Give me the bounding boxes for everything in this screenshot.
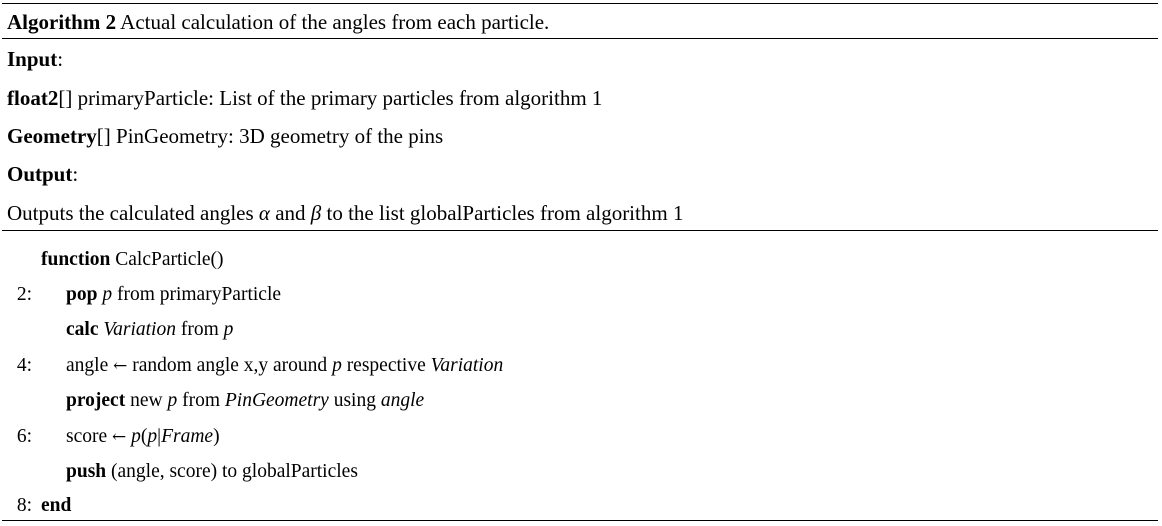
keyword-pop: pop [66,284,98,305]
statement-text: (angle, score) to globalParticles [106,461,358,482]
input-param-pin-geometry [7,124,443,148]
variable: PinGeometry [224,390,329,411]
variable: p [131,426,141,447]
variable: Variation [430,355,504,376]
statement [66,318,233,342]
statement-text: using [328,390,381,411]
variable: p [147,426,158,447]
input-param-primary-particle [7,86,602,110]
statement [66,354,503,378]
variable: Variation [103,319,176,340]
output-heading-label: Output [7,162,73,186]
input-heading-label: Input [7,47,58,71]
statement [66,283,281,307]
output-text: to the list globalParticles from algorithm 1 [321,201,684,225]
variable: Frame [161,426,214,447]
statement-text: ( [140,426,148,447]
beta-symbol: β [310,201,322,225]
input-heading-colon: : [57,47,64,71]
input-heading [7,47,63,71]
keyword-project: project [66,390,126,411]
algorithm-caption [7,10,549,34]
keyword-push: push [66,461,107,482]
statement [41,248,224,272]
param-type: float2 [7,86,59,110]
keyword-calc: calc [66,319,99,340]
algorithm-caption-text: Actual calculation of the angles from each particle. [120,10,550,34]
output-description [7,201,683,225]
bottom-rule [2,520,1158,521]
statement-text: from [175,319,224,340]
statement-text: from [177,390,225,411]
algorithm-label: Algorithm 2 [7,10,117,34]
output-heading [7,162,78,186]
caption-rule [2,38,1158,39]
statement-text: CalcParticle() [110,249,224,270]
statement [66,389,424,413]
variable: angle [380,390,425,411]
output-heading-colon: : [72,162,79,186]
statement [66,460,358,484]
statement-text: | [157,426,162,447]
statement [66,425,220,449]
left-arrow-icon: ← [112,427,127,447]
variable: p [102,284,113,305]
keyword-function: function [41,249,111,270]
statement-text: respective [341,355,431,376]
statement-text: random angle x,y around [127,355,333,376]
statement-text: ) [213,426,220,447]
output-text: and [269,201,311,225]
statement-text: angle [66,355,114,376]
variable: p [167,390,178,411]
statement-text: score [66,426,113,447]
param-type: Geometry [7,124,97,148]
statement-text: new [125,390,168,411]
keyword-end: end [41,495,72,516]
param-description: [] PinGeometry: 3D geometry of the pins [96,124,444,148]
output-text: Outputs the calculated angles [7,201,259,225]
variable: p [223,319,234,340]
statement [41,494,71,518]
alpha-symbol: α [258,201,270,225]
line-number: 6: [16,426,32,447]
variable: p [332,355,342,376]
statement-text: from primaryParticle [112,284,282,305]
top-rule [2,3,1158,4]
line-number: 4: [16,355,32,376]
line-number: 2: [16,284,32,305]
left-arrow-icon: ← [113,356,128,376]
line-number: 8: [16,495,32,516]
param-description: [] primaryParticle: List of the primary particles from algorithm 1 [58,86,603,110]
header-bottom-rule [2,230,1158,231]
